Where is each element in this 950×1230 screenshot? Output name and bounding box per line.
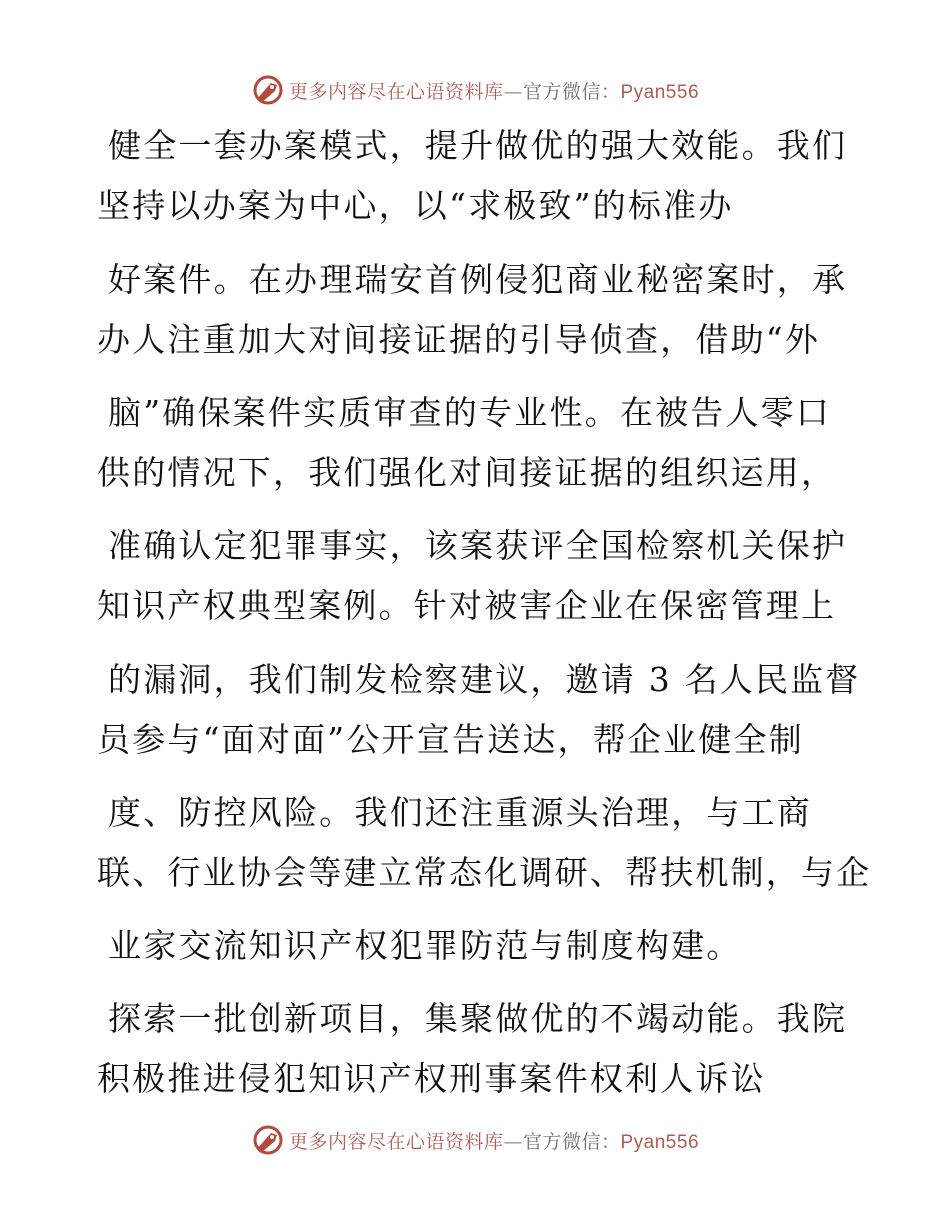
text-line: 准确认定犯罪事实，该案获评全国检察机关保护: [108, 526, 848, 565]
pen-nib-logo-icon: [251, 73, 285, 107]
pen-nib-logo-icon: [251, 1123, 285, 1157]
text-line: 探索一批创新项目，集聚做优的不竭动能。我院: [108, 999, 848, 1038]
watermark-wechat-id: Pyan556: [620, 1131, 700, 1153]
watermark-wechat-label: 官方微信：: [522, 1130, 621, 1153]
text-line: 健全一套办案模式，提升做优的强大效能。我们: [108, 126, 848, 165]
text-line: 的漏洞，我们制发检察建议，邀请 3 名人民监督: [108, 660, 861, 699]
watermark-dash: —: [503, 1130, 523, 1153]
watermark-banner-inner: [251, 1123, 699, 1157]
watermark-wechat-id: Pyan556: [620, 81, 700, 103]
text-line: 办人注重加大对间接证据的引导侦查，借助“外: [97, 320, 821, 359]
watermark-banner-bottom: [0, 1120, 950, 1160]
text-line: 知识产权典型案例。针对被害企业在保密管理上: [97, 586, 837, 625]
text-line: 度、防控风险。我们还注重源头治理，与工商: [108, 793, 812, 832]
text-line: 好案件。在办理瑞安首例侵犯商业秘密案时，承: [108, 260, 848, 299]
watermark-main: 更多内容尽在心语资料库: [288, 80, 504, 103]
watermark-main: 更多内容尽在心语资料库: [288, 1130, 504, 1153]
text-line: 员参与“面对面”公开宣告送达，帮企业健全制: [97, 720, 804, 759]
watermark-banner-top: [0, 70, 950, 110]
text-line: 积极推进侵犯知识产权刑事案件权利人诉讼: [97, 1059, 766, 1098]
watermark-banner-inner: [251, 73, 699, 107]
text-line: 脑”确保案件实质审查的专业性。在被告人零口: [108, 393, 832, 432]
text-line: 供的情况下，我们强化对间接证据的组织运用，: [97, 453, 837, 492]
watermark-text: [289, 77, 699, 104]
watermark-wechat-label: 官方微信：: [522, 80, 621, 103]
watermark-dash: —: [503, 80, 523, 103]
text-line: 联、行业协会等建立常态化调研、帮扶机制，与企: [97, 853, 872, 892]
text-line: 坚持以办案为中心，以“求极致”的标准办: [97, 186, 734, 225]
watermark-text: [289, 1127, 699, 1154]
text-line: 业家交流知识产权犯罪防范与制度构建。: [108, 926, 742, 965]
